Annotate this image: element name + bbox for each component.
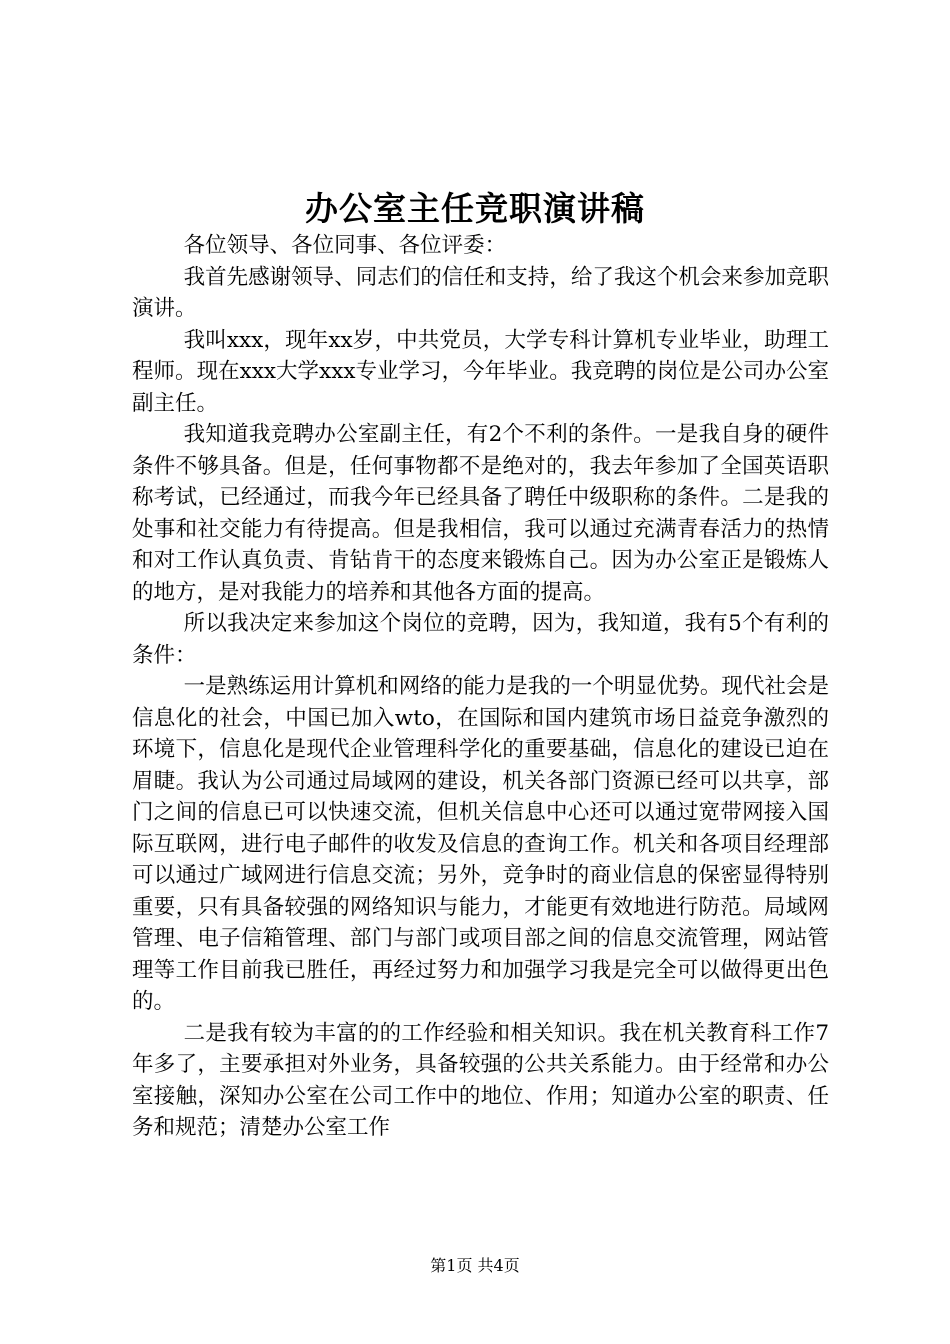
document-title: 办公室主任竞职演讲稿 — [305, 189, 645, 228]
document-body — [132, 230, 829, 1144]
body-paragraph: 一是熟练运用计算机和网络的能力是我的一个明显优势。现代社会是信息化的社会，中国已加入wto，在国际和国内建筑市场日益竞争激烈的环境下，信息化是现代企业管理科学化的重要基础，信息化的建设已迫在眉睫。我认为公司通过局域网的建设，机关各部门资源已经可以共享，部门之间的信息已可以快速交流，但机关信息中心还可以通过宽带网接入国际互联网，进行电子邮件的收发及信息的查询工作。机关和各项目经理部可以通过广域网进行信息交流；另外，竞争时的商业信息的保密显得特别重要，只有具备较强的网络知识与能力，才能更有效地进行防范。局域网管理、电子信箱管理、部门与部门或项目部之间的信息交流管理，网站管理等工作目前我已胜任，再经过努力和加强学习我是完全可以做得更出色的。 — [132, 674, 829, 1014]
body-paragraph: 我知道我竞聘办公室副主任，有2个不利的条件。一是我自身的硬件条件不够具备。但是，任何事物都不是绝对的，我去年参加了全国英语职称考试，已经通过，而我今年已经具备了聘任中级职称的条件。二是我的处事和社交能力有待提高。但是我相信，我可以通过充满青春活力的热情和对工作认真负责、肯钻肯干的态度来锻炼自己。因为办公室正是锻炼人的地方，是对我能力的培养和其他各方面的提高。 — [132, 422, 829, 605]
body-paragraph: 所以我决定来参加这个岗位的竞聘，因为，我知道，我有5个有利的条件： — [132, 611, 829, 668]
body-paragraph: 我首先感谢领导、同志们的信任和支持，给了我这个机会来参加竞职演讲。 — [132, 264, 829, 321]
body-paragraph: 我叫xxx，现年xx岁，中共党员，大学专科计算机专业毕业，助理工程师。现在xxx大学xxx专业学习，今年毕业。我竞聘的岗位是公司办公室副主任。 — [132, 327, 829, 416]
salutation-paragraph: 各位领导、各位同事、各位评委： — [183, 233, 507, 258]
body-paragraph: 二是我有较为丰富的的工作经验和相关知识。我在机关教育科工作7年多了，主要承担对外业务，具备较强的公共关系能力。由于经常和办公室接触，深知办公室在公司工作中的地位、作用；知道办公室的职责、任务和规范；清楚办公室工作 — [132, 1020, 829, 1140]
page-number-footer: 第1页 共4页 — [430, 1256, 520, 1275]
